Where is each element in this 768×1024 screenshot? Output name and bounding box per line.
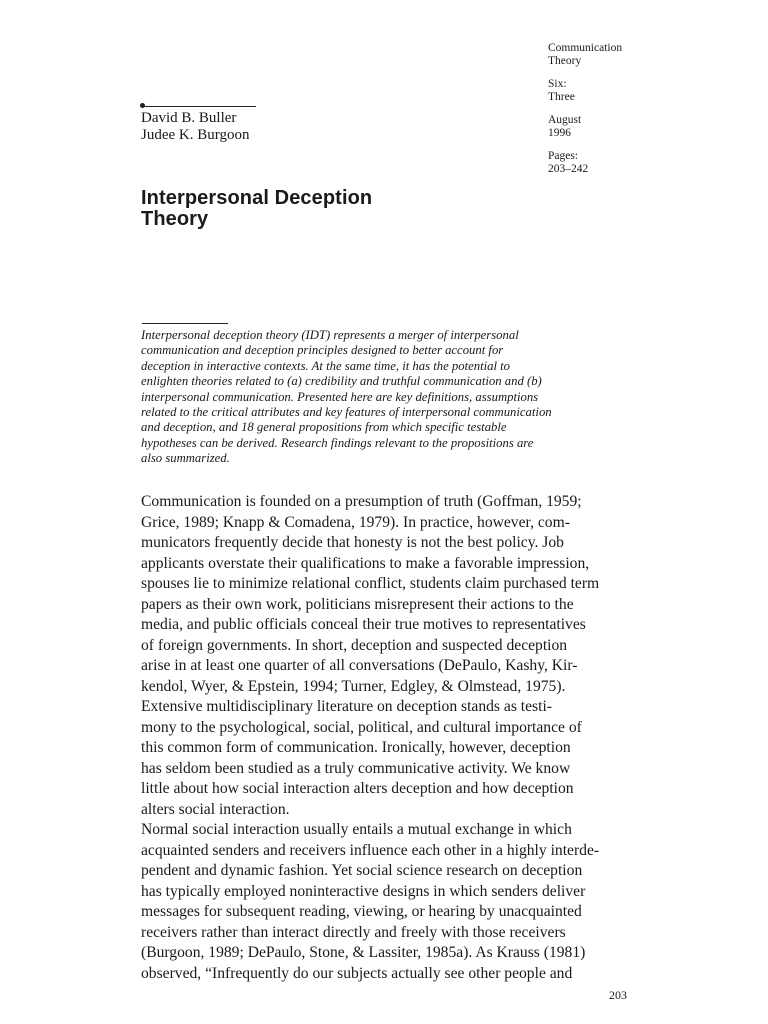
journal-name-line: Communication [548, 42, 623, 54]
pages-value: 203–242 [548, 163, 589, 175]
abstract-rule [142, 323, 228, 324]
author-list [141, 110, 249, 144]
author-name: Judee K. Burgoon [141, 127, 250, 143]
pages-label: Pages: [548, 150, 579, 162]
title-line: Theory [141, 208, 209, 230]
volume-line: Six: [548, 78, 567, 90]
abstract: Interpersonal deception theory (IDT) represents a merger of interpersonal communication and deception principles designed to better account for deception in interactive contexts. At the same time, it has the potential to enlighten theories related to (a) credibility and truthful communication and (b) interpersonal communication. Presented here are key definitions, assumptions related to the critical attributes and key features of interpersonal communication and deception, and 18 general propositions from which specific testable hypotheses can be derived. Research findings relevant to the propositions are also summarized. [141, 328, 552, 466]
page-range [548, 150, 748, 176]
author-name: David B. Buller [141, 110, 237, 126]
month: August [548, 114, 582, 126]
title-line: Interpersonal Deception [141, 187, 373, 209]
journal-name [548, 42, 748, 68]
article-title [141, 188, 501, 230]
year: 1996 [548, 127, 571, 139]
body-text: Communication is founded on a presumption of truth (Goffman, 1959; Grice, 1989; Knapp & Comadena, 1979). In practice, however, com- municators frequently decide that honesty is not the best policy. Job applicants overstate their qualifications to make a favorable impression, spouses lie to minimize relational conflict, students claim purchased term papers as their own work, politicians misrepresent their actions to the media, and public officials conceal their true motives to representatives of foreign governments. In short, deception and suspected deception arise in at least one quarter of all conversations (DePaulo, Kashy, Kir- kendol, Wyer, & Epstein, 1994; Turner, Edgley, & Olmstead, 1975). Extensive multidisciplinary literature on deception stands as testi- mony to the psychological, social, political, and cultural importance of this common form of communication. Ironically, however, deception has seldom been studied as a truly communicative activity. We know little about how social interaction alters deception and how deception alters social interaction. Normal social interaction usually entails a mutual exchange in which acquainted senders and receivers influence each other in a highly interde- pendent and dynamic fashion. Yet social science research on deception has typically employed noninteractive designs in which senders deliver messages for subsequent reading, viewing, or hearing by unacquainted receivers rather than interact directly and freely with those receivers (Burgoon, 1989; DePaulo, Stone, & Lassiter, 1985a). As Krauss (1981) observed, “Infrequently do our subjects actually see other people and [141, 493, 600, 982]
publication-date [548, 114, 748, 140]
journal-meta [548, 42, 748, 186]
volume-issue [548, 78, 748, 104]
journal-name-line: Theory [548, 55, 582, 67]
page-number: 203 [609, 988, 627, 1002]
issue-line: Three [548, 91, 575, 103]
author-rule [142, 106, 256, 107]
